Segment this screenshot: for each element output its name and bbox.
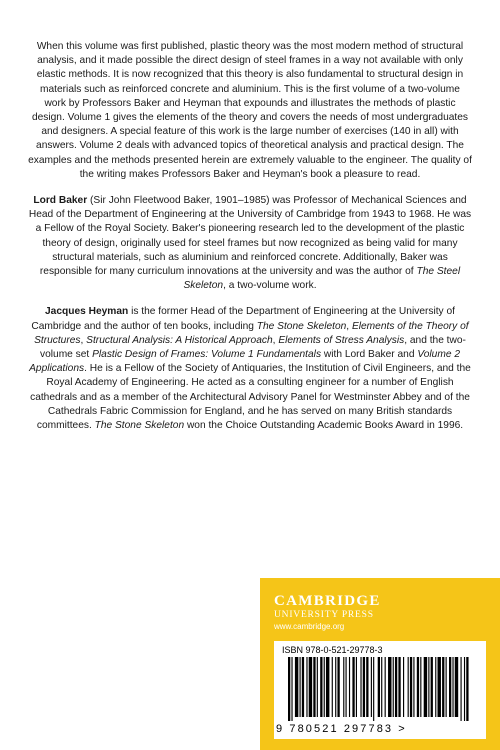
back-cover-text — [28, 40, 472, 445]
barcode-icon — [282, 657, 478, 721]
barcode-bar — [360, 657, 361, 717]
publisher-url: www.cambridge.org — [274, 622, 345, 631]
barcode-bar — [356, 657, 357, 717]
barcode-bar — [335, 657, 336, 717]
barcode-bar — [371, 657, 372, 717]
publisher-logo-name: CAMBRIDGE — [274, 593, 381, 609]
barcode-bar — [464, 657, 465, 721]
barcode-bar — [398, 657, 400, 717]
barcode-bar — [417, 657, 419, 717]
barcode-bar — [291, 657, 292, 721]
blurb-paragraph: When this volume was first published, plastic theory was the most modern method of structural analysis, and it made possible the direct design of steel frames in a way not available with only elastic methods. It is now recognized that this theory is also fundamental to structural design in materials such as reinforced concrete and aluminium. This is the first volume of a two-volume work by Professors Baker and Heyman that expounds and illustrates the methods of plastic design. Volume 1 gives the elements of the theory and covers the needs of most undergraduates and designers. A special feature of this work is the large number of exercises (140 in all) with answers. Volume 2 deals with advanced topics of theoretical analysis and practical design. The examples and the methods presented herein are extremely valuable to the engineer. The quality of the writing makes Professors Baker and Heyman's book a pleasure to read. — [28, 41, 472, 180]
barcode-bar — [395, 657, 397, 717]
barcode-bar — [435, 657, 436, 717]
barcode-bar — [309, 657, 312, 717]
bio-text: (Sir John Fleetwood Baker, 1901–1985) was Professor of Mechanical Sciences and Head of the Department of Engineering at the University of Cambridge from 1943 to 1968. He was a Fellow of the Royal Society. Baker's pioneering research led to the development of the plastic theory of design, originally used for steel frames but now recognized as being valid for many structural materials, such as aluminium and reinforced concrete. Additionally, Baker was responsible for many curriculum innovations at the university and was the author of — [28, 195, 472, 278]
barcode-bar — [438, 657, 441, 717]
book-title: Plastic Design of Frames: Volume 1 Fundamentals — [92, 349, 322, 361]
isbn-label: ISBN 978-0-521-29778-3 — [282, 645, 383, 655]
barcode-bar — [403, 657, 404, 717]
barcode-bar — [410, 657, 412, 717]
barcode-bar — [381, 657, 382, 717]
barcode-bar — [466, 657, 468, 721]
author-name-baker: Lord Baker — [33, 195, 88, 207]
publisher-subtitle: UNIVERSITY PRESS — [274, 610, 374, 620]
barcode-bar — [446, 657, 447, 717]
barcode-bar — [295, 657, 298, 717]
author-bio-baker — [28, 194, 472, 293]
barcode-bar — [373, 657, 374, 721]
barcode-bar — [337, 657, 339, 717]
barcode-bar — [431, 657, 433, 717]
barcode-bar — [363, 657, 365, 717]
barcode-panel — [274, 641, 486, 739]
book-title: The Stone Skeleton — [256, 320, 347, 332]
barcode-bar — [346, 657, 347, 717]
barcode-bar — [388, 657, 391, 717]
author-name-heyman: Jacques Heyman — [45, 306, 129, 318]
bio-text: , — [346, 320, 352, 332]
author-bio-heyman — [28, 305, 472, 433]
barcode-bar — [326, 657, 329, 717]
barcode-bar — [408, 657, 409, 717]
barcode-bar — [461, 657, 462, 721]
publisher-block — [260, 578, 500, 750]
barcode-digits: 9 780521 297783 > — [276, 723, 407, 735]
barcode-bar — [302, 657, 304, 717]
barcode-bar — [385, 657, 386, 717]
book-title: Elements of the Theory of Structures — [34, 320, 469, 346]
barcode-bar — [420, 657, 421, 717]
barcode-bar — [306, 657, 307, 717]
barcode-bar — [288, 657, 290, 721]
barcode-bar — [455, 657, 458, 717]
barcode-bar — [393, 657, 394, 717]
bio-text: with Lord Baker and — [321, 349, 418, 361]
barcode-bar — [449, 657, 451, 717]
book-title: The Stone Skeleton — [94, 420, 185, 432]
barcode-bar — [424, 657, 427, 717]
bio-text: , a two-volume work. — [223, 280, 317, 292]
barcode-bar — [366, 657, 368, 717]
barcode-bar — [343, 657, 344, 717]
book-title: Volume 2 Applications — [29, 349, 460, 375]
barcode-bar — [324, 657, 325, 717]
book-title: Elements of Stress Analysis — [278, 334, 405, 346]
barcode-bar — [352, 657, 354, 717]
barcode-bar — [317, 657, 318, 717]
barcode-bar — [442, 657, 444, 717]
barcode-bar — [320, 657, 322, 717]
bio-text: . He is a Fellow of the Society of Antiquaries, the Institution of Civil Engineers, and the Royal Academy of Engineering. He acted as a consulting engineer for a number of English cathedrals and as a member of the Architectural Advisory Panel for Westminster Abbey and of the Cathedrals Fabric Commission for England, and he has served on many British standards committees. — [30, 363, 471, 432]
bio-text: , — [80, 334, 87, 346]
barcode-bar — [413, 657, 414, 717]
bio-text: won the Choice Outstanding Academic Books Award in 1996. — [184, 420, 464, 432]
bio-text: , — [272, 334, 279, 346]
barcode-bar — [378, 657, 380, 717]
barcode-bar — [452, 657, 453, 717]
bio-text: is the former Head of the Department of Engineering at the University of Cambridge and the author of ten books, including — [31, 306, 455, 332]
barcode-bar — [300, 657, 301, 717]
barcode-bar — [332, 657, 333, 717]
barcode-bar — [428, 657, 429, 717]
book-title: The Steel Skeleton — [183, 266, 461, 292]
barcode-bar — [313, 657, 315, 717]
barcode-bar — [349, 657, 350, 717]
book-title: Structural Analysis: A Historical Approach — [86, 334, 273, 346]
bio-text: , and the two-volume set — [40, 334, 466, 361]
